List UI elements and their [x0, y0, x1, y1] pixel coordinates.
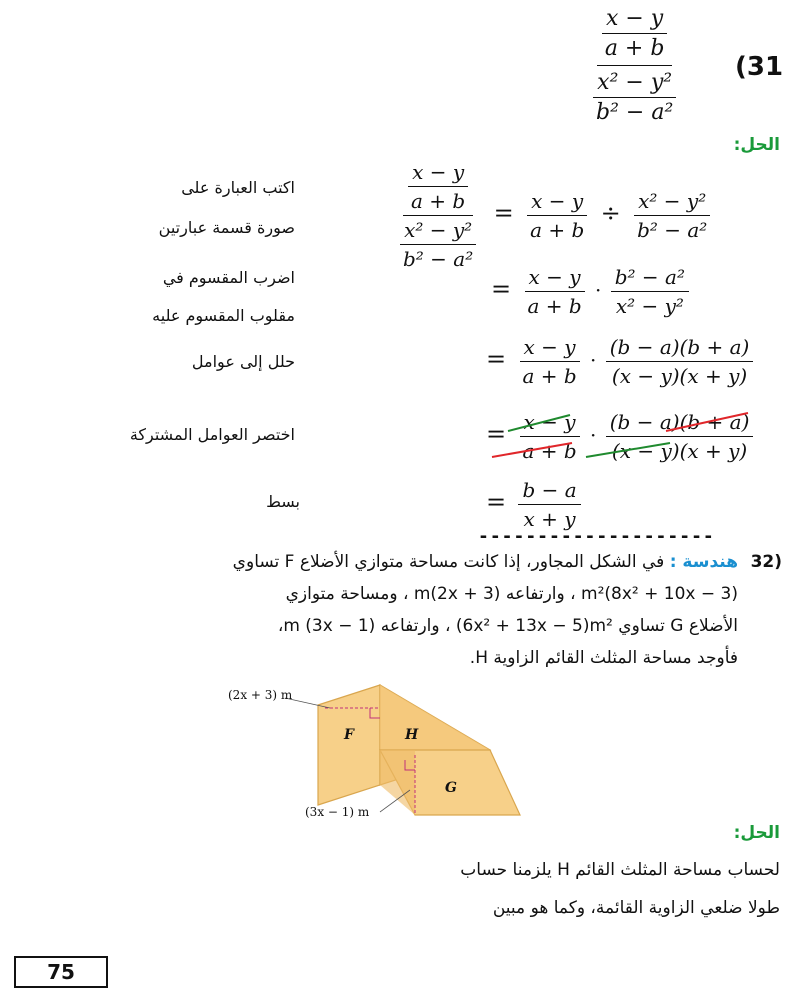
problem-32-line-3: الأضلاع G تساوي 6x² + 13x − 5)m²) ، وارتفاعه m (3x − 1)، [277, 616, 738, 636]
step-1-math: $\frac{\frac{x - y}{a + b}}{\frac{\text{x² − y²}}{\text{b² − a²}}}$ = $\frac{x - y}{a + b}$ ÷ $\frac{\text{x² − y²}}{\text{b² − a²}}$ [395, 160, 711, 271]
step-2-line-2: مقلوب المقسوم عليه [152, 306, 295, 325]
solution-2-line-1: لحساب مساحة المثلث القائم H يلزمنا حساب [460, 860, 780, 880]
step-5-math: = $\frac{b - a}{x + y}$ [480, 478, 581, 531]
figure-label-top: (2x + 3) m [228, 688, 293, 702]
step-3-math: = $\frac{x - y}{a + b}$ · $\frac{(b - a)(b + a)}{(x - y)(x + y)}$ [480, 335, 753, 388]
problem-32-line-4: فأوجد مساحة المثلث القائم الزاوية H. [469, 648, 738, 668]
step-3-label: حلل إلى عوامل [191, 352, 295, 371]
solution-2-line-2: طولا ضلعي الزاوية القائمة، وكما هو مبين [492, 898, 780, 918]
page-number: 75 [14, 956, 108, 988]
problem-32-line-2: (8x² + 10x − 3)m² ، وارتفاعه m(2x + 3) ، ومساحة متوازي [285, 584, 738, 604]
problem-32-line-1: هندسة : في الشكل المجاور، إذا كانت مساحة متوازي الأضلاع F تساوي [232, 552, 738, 572]
divider: -------------------- [478, 526, 715, 547]
problem-32-title: هندسة : [669, 552, 738, 572]
step-4-math: = $\frac{x - y}{a + b}$ · $\frac{(b - a)(b + a)}{(x - y)(x + y)}$ [480, 410, 753, 463]
step-2-line-1: اضرب المقسوم في [162, 268, 295, 287]
step-1-line-1: اكتب العبارة على [181, 178, 295, 197]
step-2-math: = $\frac{x - y}{a + b}$ · $\frac{\text{b² − a²}}{\text{x² − y²}}$ [485, 265, 689, 318]
step-4-label: اختصر العوامل المشتركة [129, 425, 295, 444]
figure-label-g: G [445, 780, 457, 796]
step-5-label: بسط [266, 492, 300, 511]
problem-32-number: 32) [750, 552, 782, 572]
cancel-strokes [480, 405, 760, 465]
figure-label-bottom: (3x − 1) m [305, 805, 370, 819]
figure-label-f: F [344, 727, 354, 743]
problem-expression: $\frac{\frac{x - y}{a + b}}{\frac{\text{x² − y²}}{\text{b² − a²}}}$ [588, 6, 681, 125]
parallelogram-f [318, 685, 380, 805]
geometry-figure [230, 680, 540, 830]
problem-number: (31 [735, 52, 784, 82]
step-1-line-2: صورة قسمة عبارتين [158, 218, 295, 237]
solution-label: الحل: [733, 135, 780, 155]
solution-2-label: الحل: [733, 823, 780, 843]
figure-label-h: H [405, 727, 419, 743]
